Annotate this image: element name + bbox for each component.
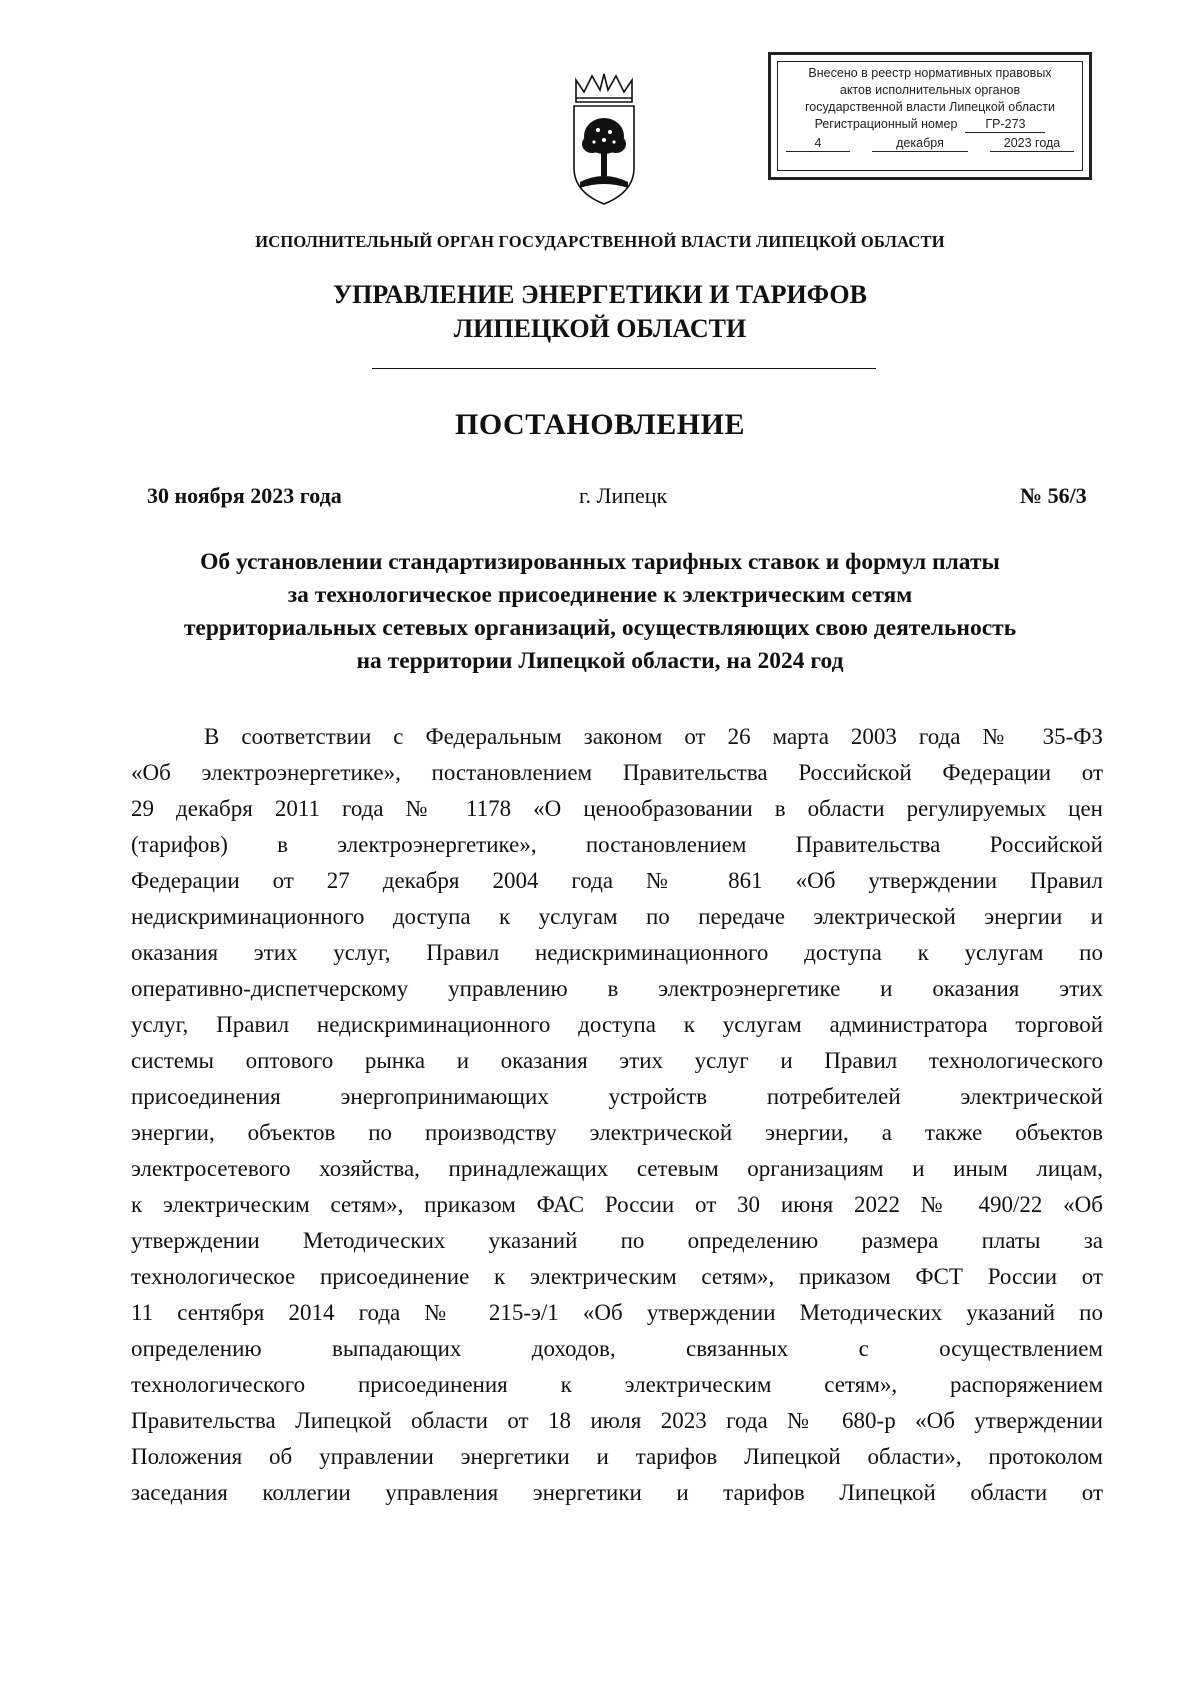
stamp-date-row bbox=[778, 136, 1082, 152]
body-line: недискриминационного доступа к услугам по передаче электрической энергии и bbox=[131, 904, 1103, 929]
title-line: на территории Липецкой области, на 2024 год bbox=[356, 648, 844, 674]
stamp-year: 2023 года bbox=[990, 136, 1074, 152]
body-line: технологического присоединения к электрическим сетям», распоряжением bbox=[131, 1372, 1103, 1397]
registry-stamp-content bbox=[777, 61, 1083, 171]
stamp-day: 4 bbox=[786, 136, 850, 152]
document-body bbox=[131, 719, 1103, 1511]
title-line: Об установлении стандартизированных тарифных ставок и формул платы bbox=[200, 549, 1000, 575]
title-line: за технологическое присоединение к электрическим сетям bbox=[287, 582, 913, 608]
body-line: оперативно-диспетчерскому управлению в электроэнергетике и оказания этих bbox=[131, 976, 1103, 1001]
department-name-line-1: УПРАВЛЕНИЕ ЭНЕРГЕТИКИ И ТАРИФОВ bbox=[333, 280, 867, 309]
stamp-text-line-1: Внесено в реестр нормативных правовых bbox=[808, 66, 1052, 80]
document-date: 30 ноября 2023 года bbox=[147, 483, 342, 508]
body-line: (тарифов) в электроэнергетике», постановлением Правительства Российской bbox=[131, 832, 1103, 857]
body-line: заседания коллегии управления энергетики и тарифов Липецкой области от bbox=[131, 1480, 1103, 1505]
body-line: Федерации от 27 декабря 2004 года № 861 «Об утверждении Правил bbox=[131, 868, 1103, 893]
stamp-registration-number: ГР-273 bbox=[965, 117, 1045, 133]
body-line: энергии, объектов по производству электрической энергии, а также объектов bbox=[131, 1120, 1103, 1145]
body-line: оказания этих услуг, Правил недискриминационного доступа к услугам по bbox=[131, 940, 1103, 965]
body-line: технологическое присоединение к электрическим сетям», приказом ФСТ России от bbox=[131, 1264, 1103, 1289]
body-line: утверждении Методических указаний по определению размера платы за bbox=[131, 1228, 1103, 1253]
body-line: электросетевого хозяйства, принадлежащих сетевым организациям и иным лицам, bbox=[131, 1156, 1103, 1181]
body-line: В соответствии с Федеральным законом от 26 марта 2003 года № 35-ФЗ bbox=[204, 724, 1103, 749]
department-name-line-2: ЛИПЕЦКОЙ ОБЛАСТИ bbox=[453, 314, 747, 343]
stamp-registration-row bbox=[778, 116, 1082, 133]
body-line: системы оптового рынка и оказания этих услуг и Правил технологического bbox=[131, 1048, 1103, 1073]
document-city: г. Липецк bbox=[579, 483, 668, 508]
body-line: 29 декабря 2011 года № 1178 «О ценообразовании в области регулируемых цен bbox=[131, 796, 1103, 821]
stamp-month: декабря bbox=[872, 136, 968, 152]
body-line: 11 сентября 2014 года № 215-э/1 «Об утверждении Методических указаний по bbox=[131, 1300, 1103, 1325]
body-line: Положения об управлении энергетики и тарифов Липецкой области», протоколом bbox=[131, 1444, 1103, 1469]
body-line: Правительства Липецкой области от 18 июля 2023 года № 680-р «Об утверждении bbox=[131, 1408, 1103, 1433]
document-type: ПОСТАНОВЛЕНИЕ bbox=[455, 408, 745, 441]
document-title bbox=[100, 546, 1100, 678]
department-name bbox=[0, 278, 1200, 346]
body-line: определению выпадающих доходов, связанных с осуществлением bbox=[131, 1336, 1103, 1361]
header-divider bbox=[372, 368, 876, 369]
body-line: «Об электроэнергетике», постановлением Правительства Российской Федерации от bbox=[131, 760, 1103, 785]
body-line: к электрическим сетям», приказом ФАС России от 30 июня 2022 № 490/22 «Об bbox=[131, 1192, 1103, 1217]
stamp-text-line-2: актов исполнительных органов bbox=[839, 83, 1021, 97]
issuing-authority: ИСПОЛНИТЕЛЬНЫЙ ОРГАН ГОСУДАРСТВЕННОЙ ВЛАСТИ ЛИПЕЦКОЙ ОБЛАСТИ bbox=[255, 232, 945, 251]
title-line: территориальных сетевых организаций, осуществляющих свою деятельность bbox=[183, 615, 1017, 641]
body-line: услуг, Правил недискриминационного доступа к услугам администратора торговой bbox=[131, 1012, 1103, 1037]
lipetsk-coat-of-arms-icon bbox=[568, 72, 640, 212]
body-line: присоединения энергопринимающих устройств потребителей электрической bbox=[131, 1084, 1103, 1109]
document-number: № 56/3 bbox=[1020, 483, 1087, 508]
registry-stamp bbox=[768, 52, 1092, 180]
stamp-registration-label: Регистрационный номер bbox=[814, 117, 958, 131]
stamp-text-line-3: государственной власти Липецкой области bbox=[804, 100, 1056, 114]
